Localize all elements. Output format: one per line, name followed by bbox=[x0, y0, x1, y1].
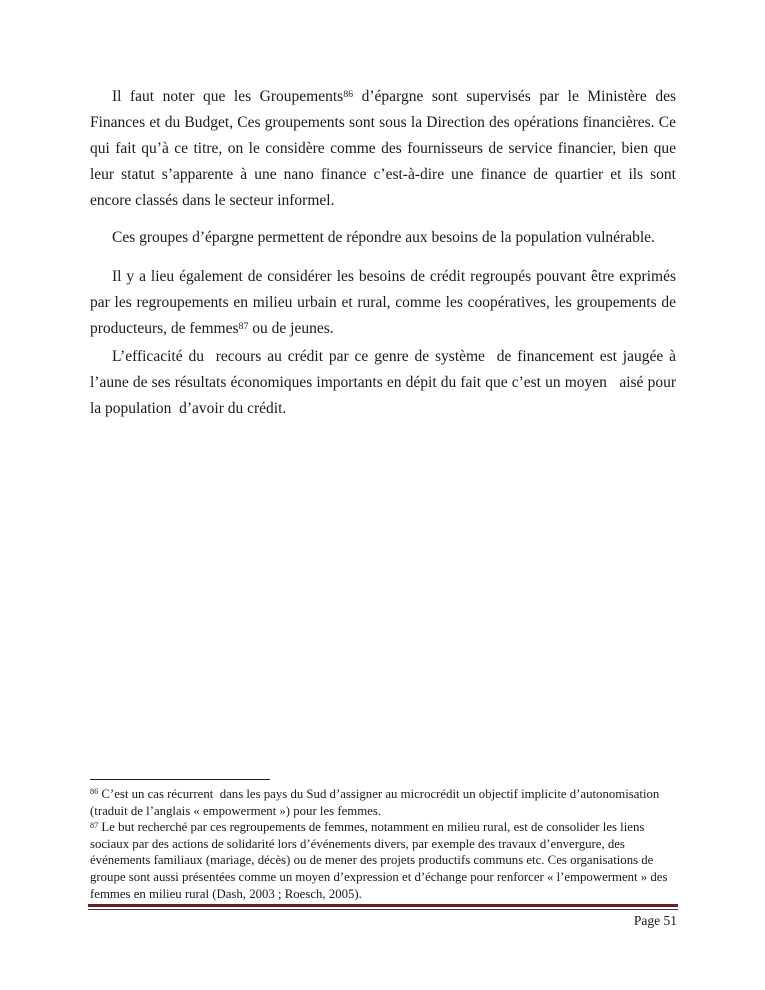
paragraph-1-text-cont: d’épargne sont supervisés par le Ministère des Finances et du Budget, Ces groupements sont sous la Direction des opérations financières. Ce qui fait qu’à ce titre, on le considère comme des fournisseurs de service financier, bien que leur statut s’apparente à une nano finance c’est-à-dire une finance de quartier et ils sont encore classés dans le secteur informel. bbox=[90, 88, 676, 209]
main-content bbox=[90, 84, 676, 422]
paragraph-4 bbox=[90, 344, 676, 422]
footnote-ref-86: 86 bbox=[343, 88, 354, 100]
paragraph-1-text: Il faut noter que les Groupements bbox=[112, 88, 344, 105]
footnote-87 bbox=[90, 819, 676, 902]
footnote-86-text: C’est un cas récurrent dans les pays du Sud d’assigner au microcrédit un objectif implicite d’autonomisation (traduit de l’anglais « empowerment ») pour les femmes. bbox=[90, 787, 660, 818]
footnote-86 bbox=[90, 786, 676, 819]
paragraph-4-text: L’efficacité du recours au crédit par ce genre de système de financement est jaugée à l’aune de ses résultats économiques importants en dépit du fait que c’est un moyen aisé pour la population d’avoir du crédit. bbox=[90, 348, 676, 417]
footnote-87-marker: 87 bbox=[90, 820, 99, 830]
paragraph-3-text-cont: ou de jeunes. bbox=[248, 320, 334, 337]
paragraph-3 bbox=[90, 264, 676, 342]
footnote-separator bbox=[90, 779, 270, 780]
footnote-section bbox=[90, 779, 676, 902]
footnote-ref-87: 87 bbox=[238, 320, 249, 332]
paragraph-2-text: Ces groupes d’épargne permettent de répondre aux besoins de la population vulnérable. bbox=[112, 229, 655, 246]
page-number: Page 51 bbox=[633, 913, 677, 928]
paragraph-2 bbox=[90, 225, 676, 251]
paragraph-1 bbox=[90, 84, 676, 214]
footer-rule bbox=[88, 904, 678, 910]
footnote-86-marker: 86 bbox=[90, 787, 99, 797]
paragraph-3-text: Il y a lieu également de considérer les besoins de crédit regroupés pouvant être exprimés par les regroupements en milieu urbain et rural, comme les coopératives, les groupements de producteurs, de femmes bbox=[90, 268, 676, 337]
footnote-87-text: Le but recherché par ces regroupements de femmes, notamment en milieu rural, est de consolider les liens sociaux par des actions de solidarité lors d’événements divers, par exemple des travaux d’envergure, des événements familiaux (mariage, décès) ou de mener des projets productifs communs etc. Ces organisations de groupe sont aussi présentées comme un moyen d’expression et d’échange pour renforcer « l’empowerment » des femmes en milieu rural (Dash, 2003 ; Roesch, 2005). bbox=[90, 820, 668, 901]
